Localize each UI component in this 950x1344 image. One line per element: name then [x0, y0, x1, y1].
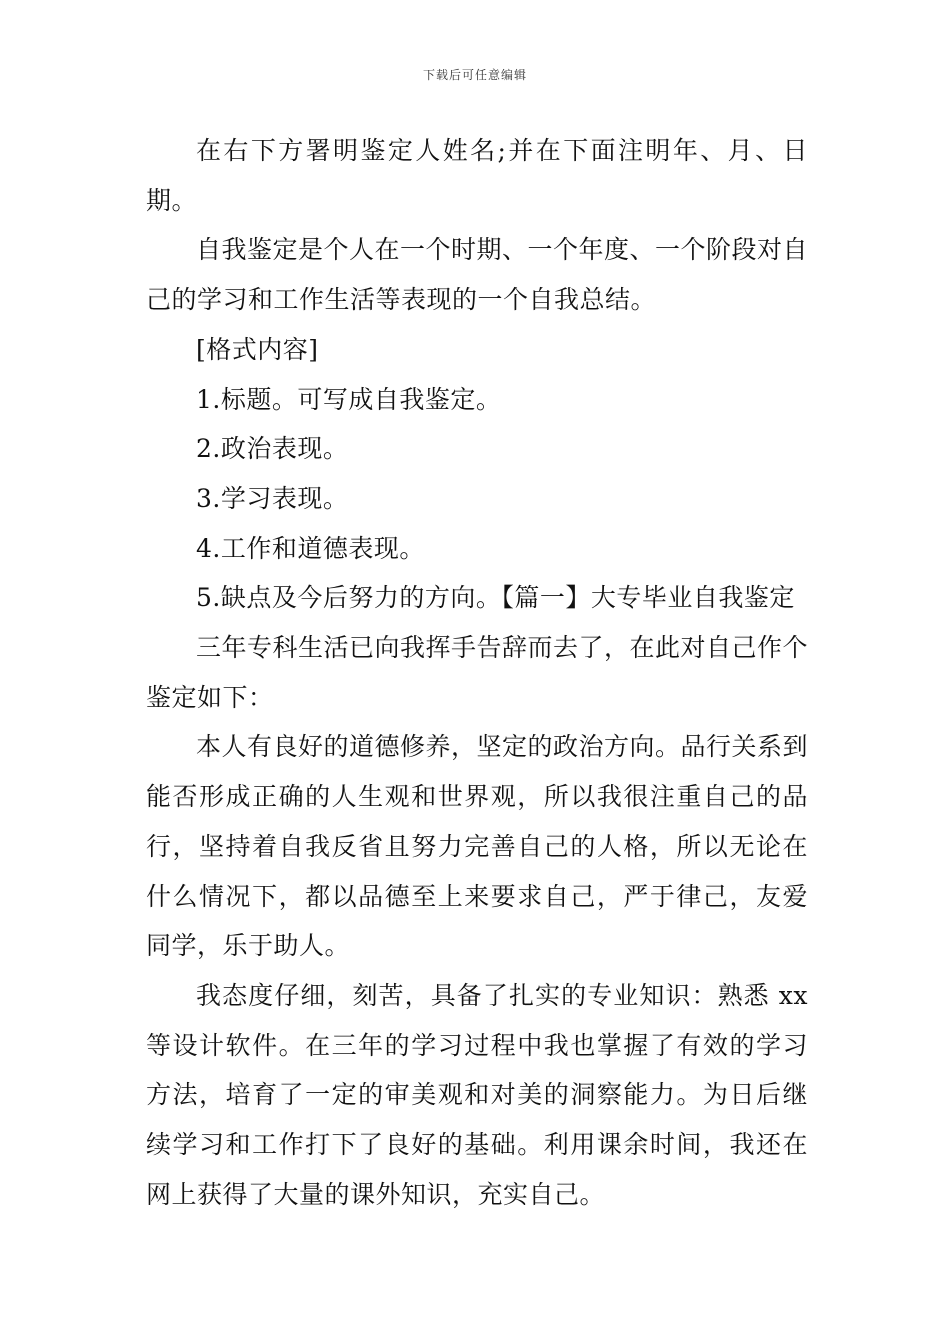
document-body: [146, 126, 808, 1219]
paragraph-format-heading: [格式内容]: [196, 334, 319, 364]
paragraph-signature-instruction: 在右下方署明鉴定人姓名;并在下面注明年、月、日期。: [146, 136, 808, 215]
list-item-political: 2.政治表现。: [196, 434, 349, 464]
list-item-shortcomings: 5.缺点及今后努力的方向。【篇一】大专毕业自我鉴定: [196, 583, 795, 613]
paragraph-skills: 我态度仔细，刻苦，具备了扎实的专业知识：熟悉 xx 等设计软件。在三年的学习过程中我也掌握了有效的学习方法，培育了一定的审美观和对美的洞察能力。为日后继续学习和工作打下了良好的基础。利用课余时间，我还在网上获得了大量的课外知识，充实自己。: [146, 980, 808, 1209]
list-item-work-ethics: 4.工作和道德表现。: [196, 533, 425, 563]
list-item-study: 3.学习表现。: [196, 483, 349, 513]
paragraph-definition: 自我鉴定是个人在一个时期、一个年度、一个阶段对自己的学习和工作生活等表现的一个自我总结。: [146, 235, 809, 315]
paragraph-intro: 三年专科生活已向我挥手告辞而去了，在此对自己作个鉴定如下：: [146, 633, 809, 712]
paragraph-morality: 本人有良好的道德修养，坚定的政治方向。品行关系到能否形成正确的人生观和世界观，所以我很注重自己的品行，坚持着自我反省且努力完善自己的人格，所以无论在什么情况下，都以品德至上来要求自己，严于律己，友爱同学，乐于助人。: [146, 732, 809, 961]
list-item-title: 1.标题。可写成自我鉴定。: [196, 384, 502, 414]
page-header-note: 下载后可任意编辑: [422, 68, 527, 82]
